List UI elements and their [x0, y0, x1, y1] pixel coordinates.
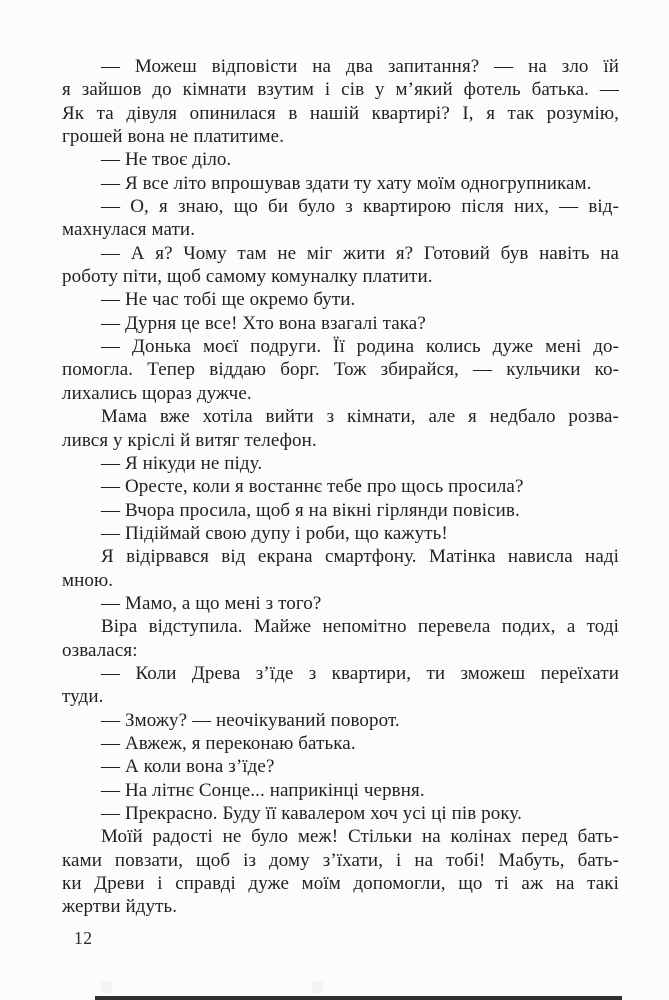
- text-line: ками повзати, щоб із дому з’їхати, і на тобі! Мабуть, бать-: [62, 849, 619, 871]
- text-line: — Вчора просила, щоб я на вікні гірлянди повісив.: [101, 499, 520, 521]
- text-line: — Мамо, а що мені з того?: [101, 592, 322, 614]
- text-line: туди.: [62, 686, 104, 708]
- text-line: — Коли Древа з’їде з квартири, ти зможеш переїхати: [101, 662, 619, 684]
- text-line: — Я все літо впрошував здати ту хату моїм одногрупникам.: [101, 172, 592, 194]
- text-line: озвалася:: [62, 639, 138, 661]
- text-line: жертви йдуть.: [62, 896, 178, 918]
- text-line: — Оресте, коли я востаннє тебе про щось просила?: [101, 476, 524, 498]
- text-line: — О, я знаю, що би було з квартирою після них, — від-: [101, 196, 619, 218]
- text-line: — А коли вона з’їде?: [101, 756, 275, 778]
- text-line: помогла. Тепер віддаю борг. Тож збирайся, — кульчики ко-: [62, 359, 619, 381]
- scan-artifact: [101, 982, 112, 993]
- text-line: — А я? Чому там не міг жити я? Готовий був навіть на: [101, 242, 619, 264]
- text-line: грошей вона не платитиме.: [62, 126, 285, 148]
- scan-artifact: [312, 982, 323, 993]
- text-line: Як та дівуля опинилася в нашій квартирі? І, я так розумію,: [62, 102, 619, 124]
- text-line: — Авжеж, я переконаю батька.: [101, 732, 356, 754]
- text-line: я зайшов до кімнати взутим і сів у м’який фотель батька. —: [62, 79, 619, 101]
- text-line: лився у кріслі й витяг телефон.: [62, 429, 317, 451]
- text-line: махнулася мати.: [62, 219, 196, 241]
- text-line: ки Древи і справді дуже моїм допомогли, що ті аж на такі: [62, 873, 619, 895]
- text-line: — Можеш відповісти на два запитання? — на зло їй: [101, 56, 619, 77]
- text-line: — Підіймай свою дупу і роби, що кажуть!: [101, 522, 448, 544]
- text-line: Я відірвався від екрана смартфону. Матінка нависла наді: [101, 546, 619, 568]
- text-line: роботу піти, щоб самому комуналку платити.: [62, 266, 433, 288]
- text-line: — На літнє Сонце... наприкінці червня.: [101, 779, 425, 801]
- text-line: — Я нікуди не піду.: [101, 452, 263, 474]
- text-line: лихались щораз дужче.: [62, 382, 252, 404]
- text-line: — Не твоє діло.: [101, 149, 232, 171]
- text-line: Мама вже хотіла вийти з кімнати, але я недбало розва-: [101, 406, 619, 428]
- text-line: мною.: [62, 569, 114, 591]
- text-line: — Дурня це все! Хто вона взагалі така?: [101, 312, 426, 334]
- next-page-edge: [95, 996, 622, 1000]
- text-line: — Донька моєї подруги. Її родина колись дуже мені до-: [101, 336, 619, 358]
- text-line: Моїй радості не було меж! Стільки на колінах перед бать-: [101, 826, 619, 848]
- page-text: [62, 55, 619, 919]
- text-line: — Зможу? — неочікуваний поворот.: [101, 709, 400, 731]
- text-line: — Прекрасно. Буду її кавалером хоч усі ці пів року.: [101, 803, 522, 824]
- text-line: Віра відступила. Майже непомітно перевела подих, а тоді: [101, 616, 619, 638]
- page-number: 12: [74, 928, 93, 948]
- text-line: — Не час тобі ще окремо бути.: [101, 289, 356, 311]
